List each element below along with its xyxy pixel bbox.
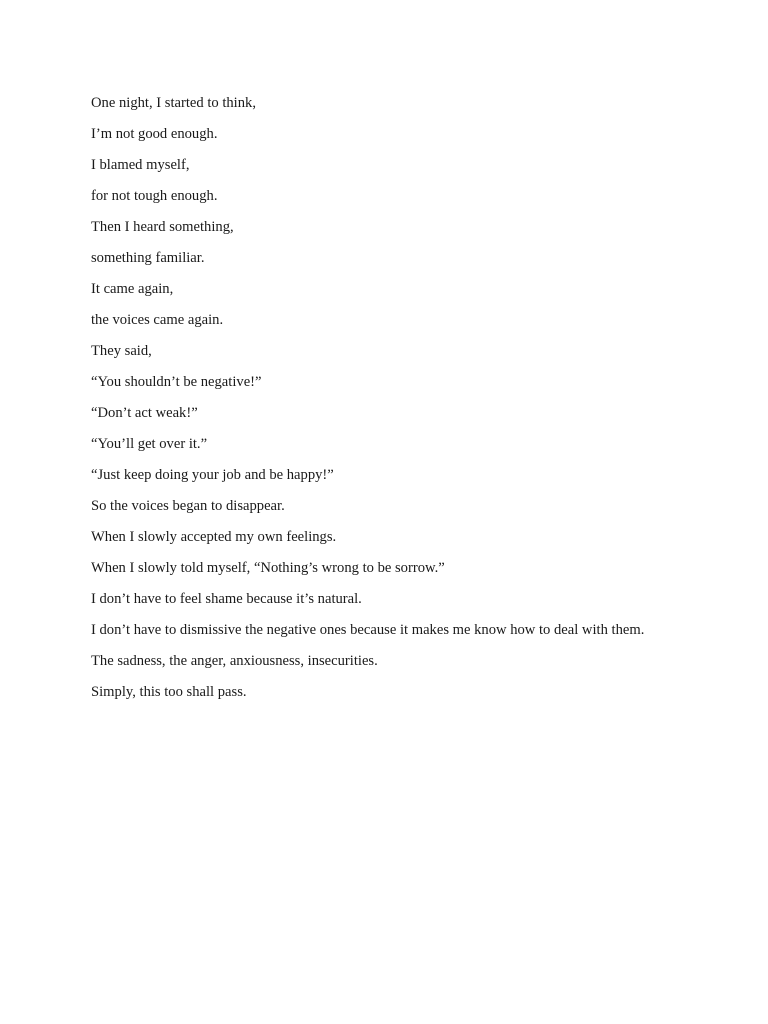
text-line: “Just keep doing your job and be happy!” bbox=[91, 467, 334, 483]
text-line: The sadness, the anger, anxiousness, insecurities. bbox=[91, 653, 378, 669]
text-line: Simply, this too shall pass. bbox=[91, 684, 247, 700]
text-line: “Don’t act weak!” bbox=[91, 405, 198, 421]
text-line: for not tough enough. bbox=[91, 188, 218, 204]
text-line: When I slowly told myself, “Nothing’s wrong to be sorrow.” bbox=[91, 560, 445, 576]
text-line: One night, I started to think, bbox=[91, 95, 256, 111]
text-line: They said, bbox=[91, 343, 152, 359]
text-line: “You’ll get over it.” bbox=[91, 436, 208, 452]
text-line: I don’t have to dismissive the negative ones because it makes me know how to deal with them. bbox=[91, 622, 645, 638]
poem-body bbox=[91, 93, 644, 713]
text-line: When I slowly accepted my own feelings. bbox=[91, 529, 337, 545]
text-line: the voices came again. bbox=[91, 312, 224, 328]
text-line: “You shouldn’t be negative!” bbox=[91, 374, 262, 390]
text-line: something familiar. bbox=[91, 250, 205, 266]
text-line: I’m not good enough. bbox=[91, 126, 218, 142]
text-line: So the voices began to disappear. bbox=[91, 498, 285, 514]
text-line: I don’t have to feel shame because it’s natural. bbox=[91, 591, 362, 607]
text-line: Then I heard something, bbox=[91, 219, 234, 235]
text-line: I blamed myself, bbox=[91, 157, 190, 173]
text-line: It came again, bbox=[91, 281, 174, 297]
